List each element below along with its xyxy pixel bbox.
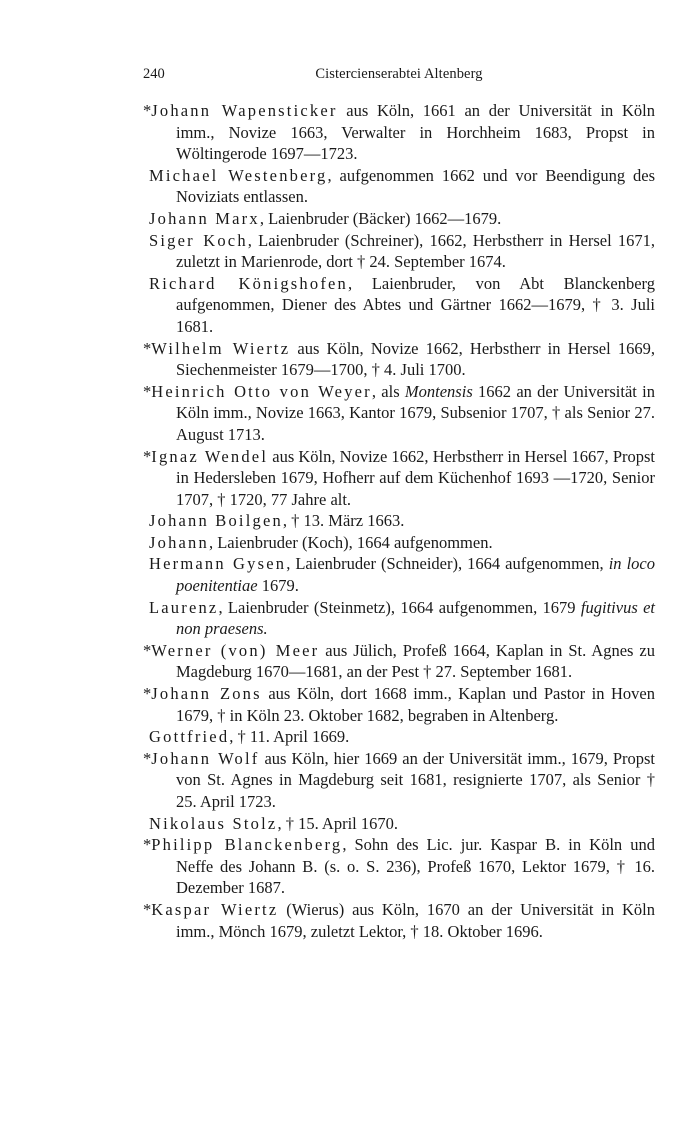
entry-marker: * <box>143 684 152 704</box>
entry-text: aus Köln, Novize 1662, Herbstherr in Hersel 1667, Propst in Hedersleben 1679, Hofherr auf dem Küchenhof 1693 —1720, Senior 1707, † 1720, 77 Jahre alt. <box>176 446 655 509</box>
entry-marker: * <box>143 446 152 466</box>
entry-marker: * <box>143 640 152 660</box>
entry-text: aus Köln, Novize 1662, Herbstherr in Hersel 1669, Siechenmeister 1679—1700, † 4. Juli 1700. <box>176 338 655 380</box>
entry-text-continued: 1662 an der Universität in Köln imm., Novize 1663, Kantor 1679, Subsenior 1707, † als Senior 27. August 1713. <box>176 381 655 444</box>
entry <box>143 381 655 446</box>
entry-name: Gottfried <box>149 727 230 747</box>
entry-name: Johann <box>149 532 209 552</box>
entry-name: Ignaz Wendel <box>151 446 269 466</box>
entry-text: , Laienbruder (Schreiner), 1662, Herbstherr in Hersel 1671, zuletzt in Marienrode, dort † 24. September 1674. <box>176 230 655 272</box>
entry-name: Michael Westenberg <box>149 165 328 185</box>
entry-list <box>143 100 655 942</box>
entry <box>143 446 655 511</box>
entry <box>143 100 655 165</box>
entry-name: Johann Zons <box>151 684 262 704</box>
entry <box>143 532 655 554</box>
entry-text: , † 15. April 1670. <box>277 813 398 833</box>
entry-name: Siger Koch <box>149 230 248 250</box>
entry-name: Kaspar Wiertz <box>151 899 279 919</box>
entry-name: Heinrich Otto von Weyer <box>151 381 372 401</box>
entry <box>143 208 655 230</box>
entry-name: Johann Marx <box>149 208 260 228</box>
entry-marker: * <box>143 835 152 855</box>
entry-text: (Wierus) aus Köln, 1670 an der Universität in Köln imm., Mönch 1679, zuletzt Lektor, † 18. Oktober 1696. <box>176 899 655 941</box>
entry-text: , Laienbruder (Koch), 1664 aufgenommen. <box>208 532 493 552</box>
entry-text: aus Jülich, Profeß 1664, Kaplan in St. Agnes zu Magdeburg 1670—1681, an der Pest † 27. September 1681. <box>176 640 655 682</box>
entry-text: aus Köln, hier 1669 an der Universität imm., 1679, Propst von St. Agnes in Magdeburg seit 1681, resignierte 1707, als Senior † 25. April 1723. <box>176 748 655 811</box>
entry <box>143 230 655 273</box>
entry-marker: * <box>143 338 152 358</box>
entry-text: aus Köln, 1661 an der Universität in Köln imm., Novize 1663, Verwalter in Horchheim 1683, Propst in Wöltingerode 1697—1723. <box>176 101 655 164</box>
entry <box>143 748 655 813</box>
entry <box>143 510 655 532</box>
running-title: Cistercienserabtei Altenberg <box>315 66 483 82</box>
entry-name: Richard Königshofen <box>149 273 348 293</box>
entry-italic: fugitivus et non praesens. <box>176 597 655 639</box>
entry-marker: * <box>143 748 152 768</box>
entry <box>143 273 655 338</box>
entry-text: , Laienbruder (Steinmetz), 1664 aufgenommen, 1679 <box>218 597 581 617</box>
entry <box>143 553 655 596</box>
entry-text-continued: 1679. <box>257 576 299 596</box>
entry-name: Philipp Blanckenberg <box>151 835 343 855</box>
entry <box>143 683 655 726</box>
entry-text: , Sohn des Lic. jur. Kaspar B. in Köln und Neffe des Johann B. (s. o. S. 236), Profeß 1670, Lektor 1679, † 16. Dezember 1687. <box>176 835 655 898</box>
entry <box>143 640 655 683</box>
entry-marker: * <box>143 899 152 919</box>
entry-marker: * <box>143 381 152 401</box>
entry-text: , Laienbruder (Bäcker) 1662—1679. <box>259 208 502 228</box>
entry-text: , † 13. März 1663. <box>282 511 405 531</box>
entry-name: Hermann Gysen <box>149 554 287 574</box>
page-number: 240 <box>143 66 165 82</box>
entry-text: , als <box>371 381 405 401</box>
entry-text: , aufgenommen 1662 und vor Beendigung des Noviziats entlassen. <box>176 165 655 207</box>
entry <box>143 834 655 899</box>
entry-italic: Montensis <box>404 381 473 401</box>
entry-name: Nikolaus Stolz <box>149 813 278 833</box>
entry-name: Laurenz <box>149 597 219 617</box>
entry-text: , Laienbruder, von Abt Blanckenberg aufgenommen, Diener des Abtes und Gärtner 1662—1679, † 3. Juli 1681. <box>176 273 655 336</box>
entry <box>143 813 655 835</box>
entry <box>143 338 655 381</box>
entry <box>143 726 655 748</box>
entry-marker: * <box>143 101 152 120</box>
entry-name: Johann Boilgen <box>149 511 283 531</box>
entry-name: Wilhelm Wiertz <box>151 338 291 358</box>
entry-name: Werner (von) Meer <box>151 640 320 660</box>
entry-text: , Laienbruder (Schneider), 1664 aufgenommen, <box>286 554 609 574</box>
entry <box>143 899 655 942</box>
entry <box>143 597 655 640</box>
entry-text: aus Köln, dort 1668 imm., Kaplan und Pastor in Hoven 1679, † in Köln 23. Oktober 1682, begraben in Altenberg. <box>176 684 656 725</box>
entry <box>143 165 655 208</box>
entry-italic: in loco poenitentiae <box>176 554 655 596</box>
entry-name: Johann Wapensticker <box>151 101 338 120</box>
entry-name: Johann Wolf <box>151 748 260 768</box>
entry-text: , † 11. April 1669. <box>229 727 350 747</box>
page-header <box>143 66 655 86</box>
